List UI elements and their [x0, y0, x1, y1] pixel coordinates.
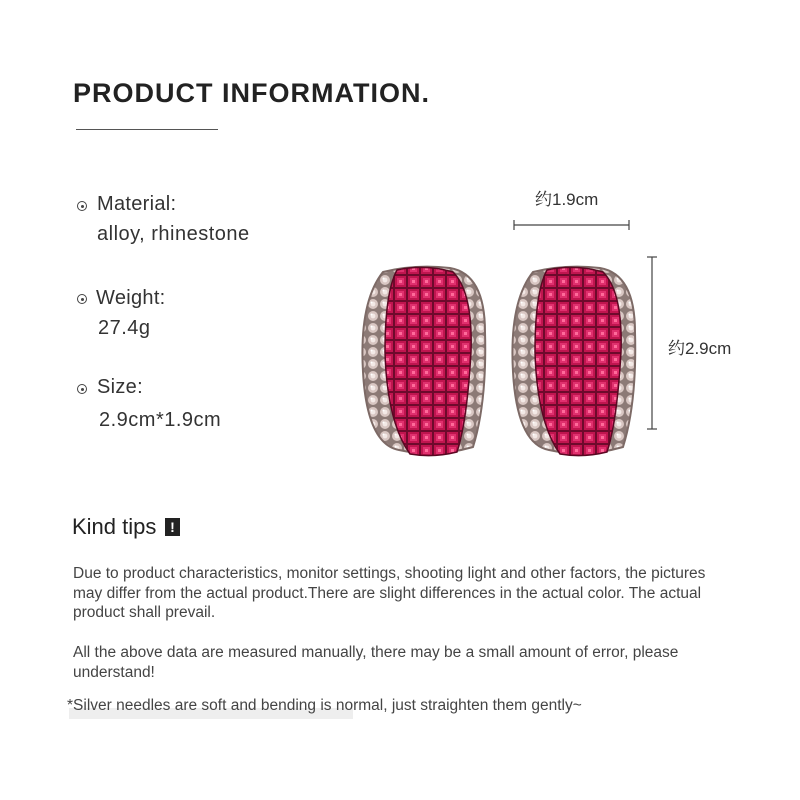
material-value: alloy, rhinestone [97, 223, 250, 245]
earrings-product-image [355, 262, 640, 462]
kind-tips-heading: Kind tips [72, 514, 157, 539]
left-earring [362, 267, 485, 456]
bullet-icon [77, 201, 87, 211]
exclamation-icon: ! [165, 518, 180, 536]
right-earring [512, 267, 635, 456]
height-dimension-line [644, 254, 660, 432]
kind-tips-paragraph-2: All the above data are measured manually, there may be a small amount of error, please understand! [73, 644, 679, 681]
size-value: 2.9cm*1.9cm [99, 409, 222, 431]
bullet-icon [77, 384, 87, 394]
title-underline [76, 129, 218, 130]
material-label: Material: [97, 193, 177, 215]
height-dimension-label: 约2.9cm [668, 339, 732, 358]
weight-value: 27.4g [98, 317, 151, 339]
size-label: Size: [97, 376, 143, 398]
page-title: PRODUCT INFORMATION. [73, 78, 430, 108]
needle-note: *Silver needles are soft and bending is normal, just straighten them gently~ [67, 697, 582, 714]
width-dimension-label: 约1.9cm [535, 190, 599, 209]
bullet-icon [77, 294, 87, 304]
weight-label: Weight: [96, 287, 166, 309]
width-dimension-line [510, 218, 634, 232]
kind-tips-paragraph-1: Due to product characteristics, monitor settings, shooting light and other factors, the pictures may differ from the actual product.There are slight differences in the actual color. The actual product shall prevail. [73, 565, 706, 621]
